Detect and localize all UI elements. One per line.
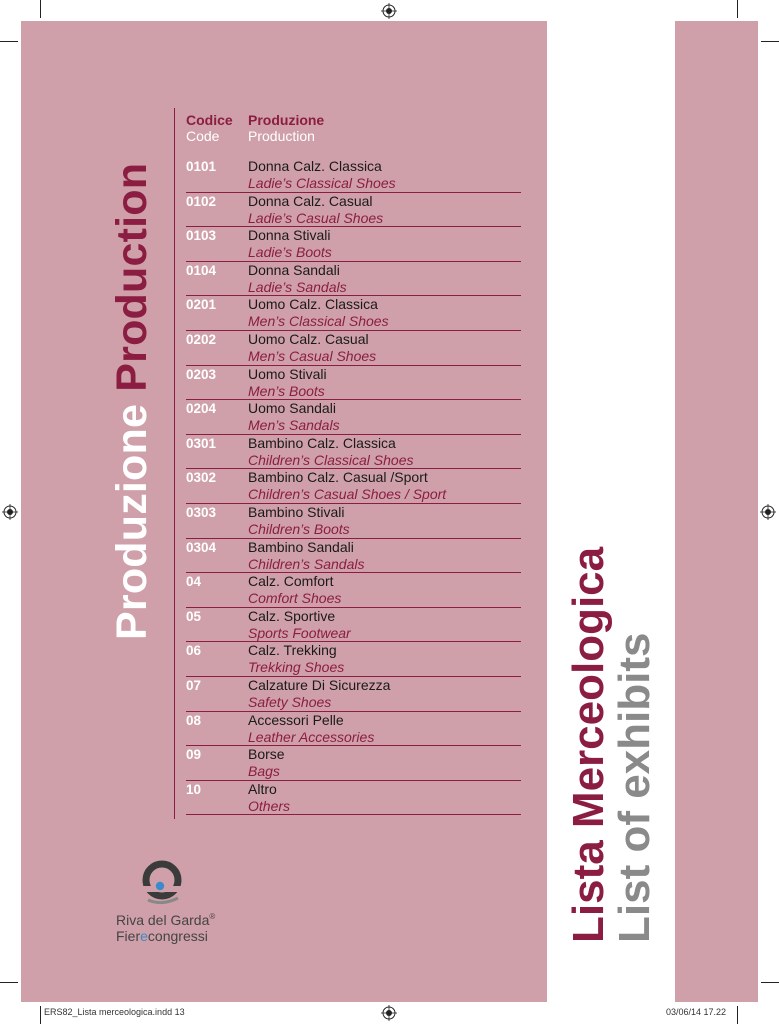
registration-mark-icon [2,504,18,520]
table-header [186,110,521,158]
row-code: 0201 [186,297,217,313]
row-italian: Bambino Stivali [248,503,345,520]
vertical-side-title [566,498,658,943]
row-code: 06 [186,643,202,659]
table-row [186,712,521,747]
table-row [186,746,521,781]
crop-mark [0,41,18,42]
row-code: 07 [186,677,202,693]
row-english: Others [248,797,291,814]
registration-mark-icon [760,504,776,520]
row-italian: Calzature Di Sicurezza [248,676,391,693]
logo-line2-a: Fier [116,928,141,944]
table-row [186,262,521,297]
table-row [186,331,521,366]
row-english: Children’s Classical Shoes [248,451,414,468]
header-code-en: Code [186,128,220,144]
row-code: 0104 [186,262,217,278]
table-row [186,781,521,816]
row-english: Men’s Casual Shoes [248,347,377,364]
row-english: Ladie’s Casual Shoes [248,209,384,226]
row-italian: Donna Calz. Casual [248,192,373,209]
row-italian: Bambino Calz. Classica [248,434,396,451]
registration-mark-icon [381,1005,397,1021]
table-row [186,296,521,331]
row-code: 10 [186,781,202,797]
row-italian: Accessori Pelle [248,711,344,728]
logo [116,853,226,948]
side-panel [675,21,758,1002]
table-row [186,642,521,677]
row-english: Ladie’s Classical Shoes [248,175,396,191]
row-italian: Borse [248,746,285,763]
row-english: Safety Shoes [248,693,332,710]
row-code: 0303 [186,504,217,520]
row-english: Men’s Classical Shoes [248,313,389,330]
row-code: 08 [186,712,202,728]
row-italian: Calz. Sportive [248,607,336,624]
table-body [186,158,521,815]
row-code: 0202 [186,331,217,347]
row-code: 0102 [186,193,217,209]
table-row [186,469,521,504]
fiera-logo-icon [142,856,192,908]
table-row [186,193,521,228]
crop-mark [761,41,779,42]
logo-line2-e: e [140,928,148,944]
side-title-english: List of exhibits [610,632,659,943]
row-italian: Donna Calz. Classica [248,158,382,174]
title-italian: Produzione [108,403,156,640]
row-code: 0301 [186,435,217,451]
row-english: Comfort Shoes [248,590,342,607]
side-title-italian: Lista Merceologica [564,546,613,943]
exhibits-table [186,110,521,815]
crop-mark [737,1006,738,1024]
row-english: Children’s Boots [248,520,350,537]
row-english: Sports Footwear [248,624,351,641]
row-code: 0302 [186,470,217,486]
vertical-page-title [110,107,155,640]
table-row [186,608,521,643]
crop-mark [40,0,41,18]
row-italian: Donna Sandali [248,261,340,278]
table-row [186,227,521,262]
table-row [186,400,521,435]
row-italian: Bambino Sandali [248,538,354,555]
row-italian: Altro [248,780,277,797]
row-code: 04 [186,574,202,590]
table-row [186,539,521,574]
logo-line1: Riva del Garda [116,912,210,928]
footer-date: 03/06/14 17.22 [666,1007,727,1017]
row-english: Ladie’s Sandals [248,278,347,295]
row-english: Trekking Shoes [248,659,345,676]
logo-line2-b: congressi [147,928,208,944]
row-english: Men’s Sandals [248,417,340,434]
row-english: Children’s Sandals [248,555,365,572]
row-italian: Uomo Stivali [248,365,327,382]
table-row [186,504,521,539]
row-code: 0304 [186,539,217,555]
row-code: 05 [186,608,202,624]
registration-mark-icon [381,3,397,19]
crop-mark [40,1006,41,1024]
header-code-it: Codice [186,112,233,128]
logo-registered: ® [209,912,216,921]
row-english: Ladie’s Boots [248,244,332,261]
crop-mark [0,982,18,983]
row-italian: Uomo Calz. Casual [248,330,369,347]
table-row [186,158,521,193]
table-row [186,366,521,401]
row-english: Children’s Casual Shoes / Sport [248,486,447,503]
vertical-divider [174,108,175,819]
row-italian: Calz. Trekking [248,642,337,659]
row-code: 0103 [186,228,217,244]
footer-file: ERS82_Lista merceologica.indd 13 [44,1007,185,1017]
title-english: Production [108,162,156,392]
row-code: 09 [186,747,202,763]
table-row [186,435,521,470]
row-code: 0203 [186,366,217,382]
crop-mark [761,982,779,983]
row-english: Leather Accessories [248,728,375,745]
row-italian: Uomo Calz. Classica [248,296,378,313]
row-italian: Uomo Sandali [248,400,336,417]
row-italian: Bambino Calz. Casual /Sport [248,469,428,486]
table-row [186,573,521,608]
row-english: Bags [248,763,280,780]
header-prod-en: Production [248,128,315,144]
row-english: Men’s Boots [248,382,325,399]
row-italian: Donna Stivali [248,227,331,244]
row-code: 0204 [186,401,217,417]
crop-mark [737,0,738,18]
row-italian: Calz. Comfort [248,573,334,590]
row-code: 0101 [186,159,217,174]
header-prod-it: Produzione [248,112,325,128]
table-row [186,677,521,712]
